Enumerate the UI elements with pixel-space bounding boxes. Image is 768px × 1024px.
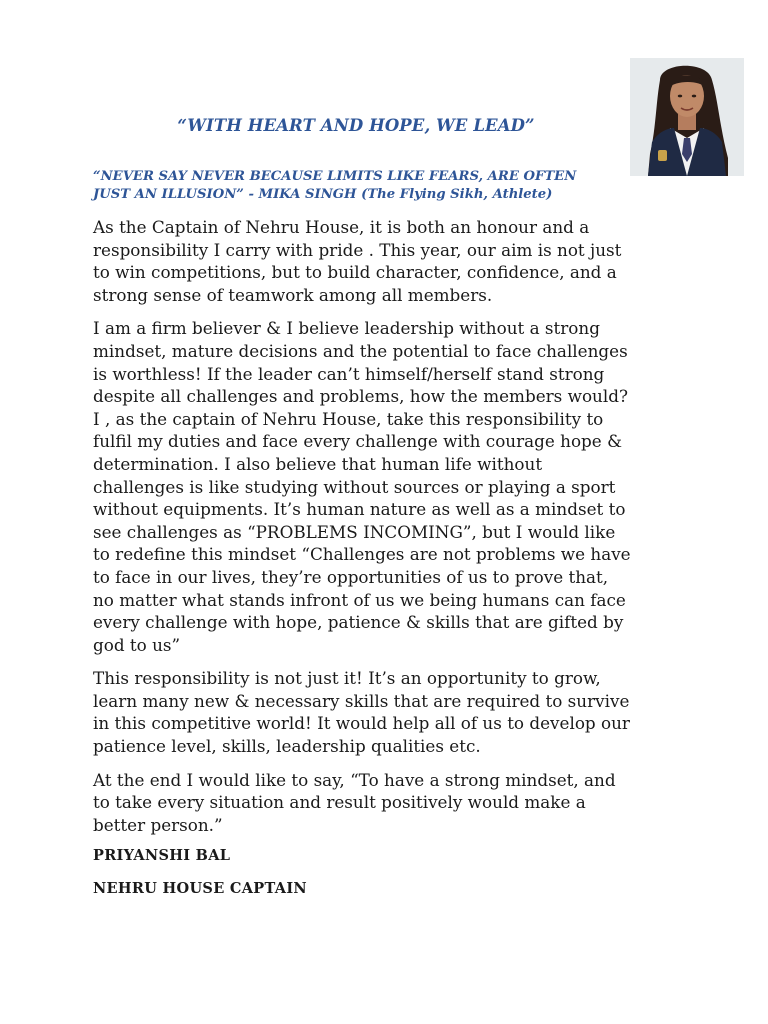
text-line: despite all challenges and problems, how the members would? bbox=[93, 386, 628, 407]
text-line: is worthless! If the leader can’t himself/herself stand strong bbox=[93, 363, 605, 384]
text-line: patience level, skills, leadership qualities etc. bbox=[93, 736, 481, 757]
text-line: responsibility I carry with pride . This year, our aim is not just bbox=[93, 239, 622, 260]
text-line: strong sense of teamwork among all members. bbox=[93, 284, 493, 305]
text-line: every challenge with hope, patience & skills that are gifted by bbox=[93, 612, 624, 633]
text-line: better person.” bbox=[93, 814, 223, 835]
quote-line: JUST AN ILLUSION” - MIKA SINGH (The Flying Sikh, Athlete) bbox=[93, 187, 553, 202]
paragraph-conclusion bbox=[93, 769, 683, 837]
text-line: As the Captain of Nehru House, it is both an honour and a bbox=[93, 217, 590, 237]
text-line: without equipments. It’s human nature as well as a mindset to bbox=[93, 499, 626, 520]
paragraph-beliefs bbox=[93, 317, 683, 656]
epigraph-quote bbox=[93, 168, 633, 204]
text-line: to win competitions, but to build character, confidence, and a bbox=[93, 262, 617, 283]
text-line: learn many new & necessary skills that are required to survive bbox=[93, 690, 630, 711]
text-line: challenges is like studying without sources or playing a sport bbox=[93, 476, 616, 497]
signature-role: NEHRU HOUSE CAPTAIN bbox=[93, 880, 307, 898]
quote-line: “NEVER SAY NEVER BECAUSE LIMITS LIKE FEARS, ARE OFTEN bbox=[93, 169, 577, 184]
text-line: I , as the captain of Nehru House, take this responsibility to bbox=[93, 408, 604, 429]
body-text bbox=[93, 216, 683, 897]
text-line: This responsibility is not just it! It’s an opportunity to grow, bbox=[93, 668, 601, 689]
text-line: I am a firm believer & I believe leadership without a strong bbox=[93, 318, 600, 339]
text-line: god to us” bbox=[93, 634, 181, 655]
text-line: to redefine this mindset “Challenges are not problems we have bbox=[93, 544, 631, 565]
text-line: fulfil my duties and face every challenge with courage hope & bbox=[93, 431, 623, 452]
text-line: no matter what stands infront of us we being humans can face bbox=[93, 589, 626, 610]
signature-name: PRIYANSHI BAL bbox=[93, 847, 231, 865]
paragraph-opportunity bbox=[93, 667, 683, 757]
paragraph-intro bbox=[93, 216, 683, 306]
page-title: “WITH HEART AND HOPE, WE LEAD” bbox=[177, 116, 535, 135]
text-line: to face in our lives, they’re opportunities of us to prove that, bbox=[93, 566, 609, 587]
text-line: to take every situation and result positively would make a bbox=[93, 792, 586, 813]
text-line: mindset, mature decisions and the potential to face challenges bbox=[93, 340, 628, 361]
text-line: in this competitive world! It would help all of us to develop our bbox=[93, 713, 630, 734]
text-line: determination. I also believe that human life without bbox=[93, 453, 543, 474]
text-line: At the end I would like to say, “To have a strong mindset, and bbox=[93, 769, 616, 790]
text-line: see challenges as “PROBLEMS INCOMING”, but I would like bbox=[93, 521, 616, 542]
